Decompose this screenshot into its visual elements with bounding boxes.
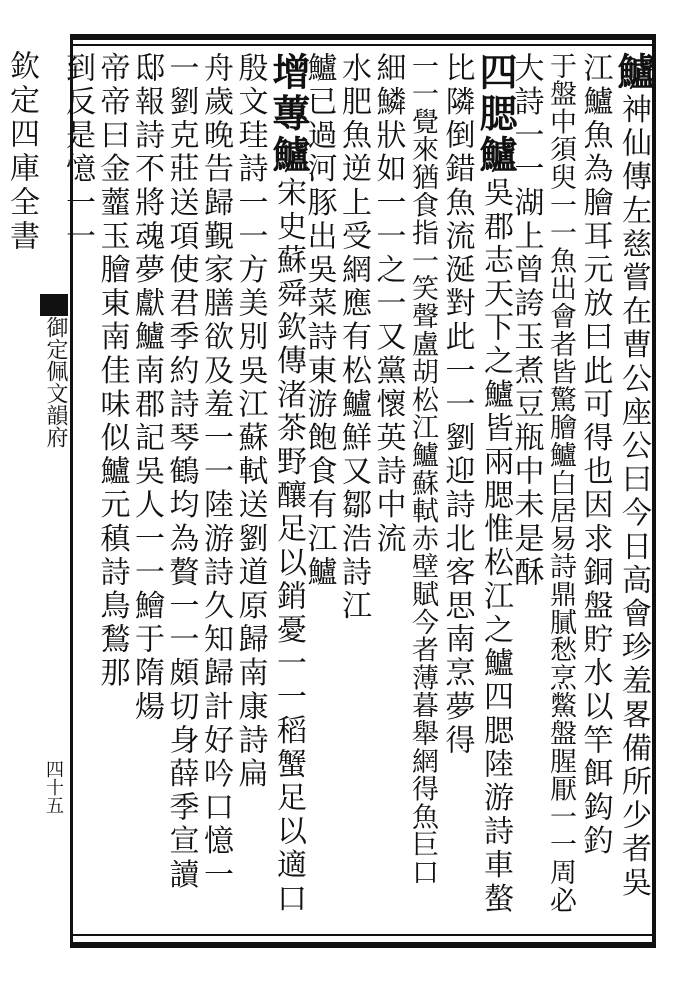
column-text: 帝帝曰金虀玉膾東南佳味似鱸元稹詩鳥鶖那 — [94, 52, 130, 691]
book-title: 欽定四庫全書 — [4, 50, 39, 254]
column-text: 細鱗狀如一一之一又黨懷英詩中流 — [370, 52, 406, 556]
text-column — [94, 52, 130, 691]
column-text: 鱸已過河豚出吳菜詩東游飽食有江鱸 — [301, 52, 337, 590]
text-column — [198, 52, 233, 892]
column-text: 于盤中須臾一一魚出會者皆驚膾鱸白居易詩鼎膩愁烹鱉盤腥厭一一周必 — [545, 52, 576, 914]
column-text: 殷文珪詩一一方美別吳江蘇軾送劉道原歸南康詩扁 — [232, 52, 268, 792]
text-column — [473, 52, 518, 917]
top-border-inner — [70, 44, 656, 46]
text-column — [545, 52, 575, 914]
book-subtitle: 御定佩文韻府 — [43, 316, 68, 448]
text-column — [336, 52, 371, 624]
bottom-border-inner — [70, 934, 656, 936]
fish-tail-mark — [40, 294, 68, 316]
column-text: 邸報詩不將魂夢獻鱸南郡記吳人一一鱠于隋煬 — [129, 52, 164, 724]
page-number: 四十五 — [43, 760, 64, 814]
column-text: 吳郡志天下之鱸皆兩腮惟松江之鱸四腮陸游詩車螯 — [478, 176, 513, 917]
text-column — [577, 52, 613, 859]
column-text: 一劉克莊送項使君季約詩琴鶴均為贅一一頗切身薛季宣讀 — [163, 52, 199, 892]
entry-heading: 增蓴鱸 — [266, 52, 311, 177]
text-column — [232, 52, 268, 792]
top-border — [70, 34, 656, 40]
text-column — [60, 52, 95, 254]
column-text: 到反是憶一一 — [60, 52, 95, 254]
text-column — [129, 52, 164, 724]
column-text: 宋史蘇舜欽傳渚茶野釀足以銷憂一一稻蟹足以適口 — [271, 176, 306, 917]
entry-heading: 鱸 — [611, 52, 656, 94]
right-border — [652, 34, 656, 948]
column-text: 江鱸魚為膾耳元放曰此可得也因求銅盤貯水以竿餌鈎釣 — [577, 52, 613, 859]
text-column — [163, 52, 199, 892]
bottom-border — [70, 942, 656, 948]
column-text: 一一覺來猶食指一笑聲盧胡松江鱸蘇軾赤壁賦今者薄暮舉網得魚巨口 — [407, 52, 438, 886]
text-column — [266, 52, 311, 917]
column-text: 神仙傳左慈嘗在曹公座公曰今日高會珍羞畧備所少者吳 — [616, 93, 651, 901]
column-text: 大詩一一湖上曾誇玉煮豆瓶中未是酥 — [508, 52, 544, 590]
column-text: 水肥魚逆上受網應有松鱸鮮又鄒浩詩江 — [336, 52, 371, 624]
text-column — [370, 52, 406, 556]
text-column — [439, 52, 475, 758]
text-column — [407, 52, 437, 886]
entry-heading: 四腮鱸 — [473, 52, 518, 177]
column-text: 舟歲晚告歸覲家膳欲及羞一一陸游詩久知歸計好吟口憶一 — [198, 52, 233, 892]
column-text: 比隣倒錯魚流涎對此一一劉迎詩北客思南烹夢得 — [439, 52, 475, 758]
text-column — [611, 52, 656, 901]
